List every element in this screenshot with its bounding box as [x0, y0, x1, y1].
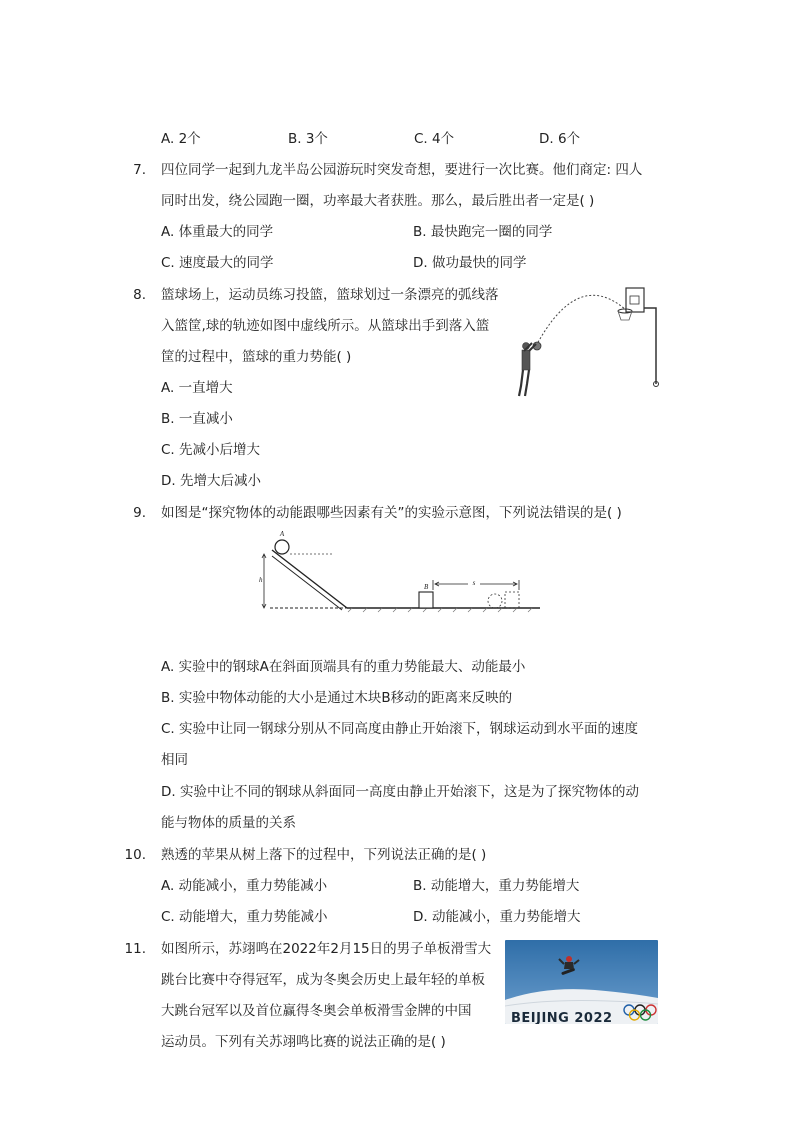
q11-stem-line-3: 大跳台冠军以及首位赢得冬奥会单板滑雪金牌的中国 [161, 1003, 472, 1019]
incline-ramp [272, 550, 347, 608]
q8-stem-line-3: 筐的过程中，篮球的重力势能( ) [161, 349, 352, 365]
q9-option-a: A. 实验中的钢球A在斜面顶端具有的重力势能最大、动能最小 [161, 659, 526, 675]
q6-option-b: B. 3个 [288, 131, 328, 147]
q9-option-d-line-1: D. 实验中让不同的钢球从斜面同一高度由静止开始滚下，这是为了探究物体的动 [161, 784, 639, 800]
q7-option-d: D. 做功最快的同学 [413, 255, 527, 271]
photo-banner-text: BEIJING 2022 [511, 1011, 613, 1024]
q7-option-a: A. 体重最大的同学 [161, 224, 274, 240]
q8-option-a: A. 一直增大 [161, 380, 233, 396]
q10-number: 10. [124, 847, 146, 863]
q10-option-a: A. 动能减小，重力势能减小 [161, 878, 328, 894]
q11-stem-line-1: 如图所示，苏翊鸣在2022年2月15日的男子单板滑雪大 [161, 941, 492, 957]
q9-option-b: B. 实验中物体动能的大小是通过木块B移动的距离来反映的 [161, 690, 513, 706]
q11-stem-line-4: 运动员。下列有关苏翊鸣比赛的说法正确的是( ) [161, 1034, 446, 1050]
distance-label-s: s [472, 579, 476, 587]
player-figure [519, 343, 536, 397]
block-label-b: B [424, 583, 429, 591]
q10-option-b: B. 动能增大，重力势能增大 [413, 878, 580, 894]
q10-option-c: C. 动能增大，重力势能减小 [161, 909, 328, 925]
q10-option-d: D. 动能减小，重力势能增大 [413, 909, 581, 925]
q6-option-a: A. 2个 [161, 131, 201, 147]
steel-ball-a [275, 540, 289, 554]
q7-option-b: B. 最快跑完一圈的同学 [413, 224, 553, 240]
trajectory-dashed-arc [536, 295, 626, 346]
backboard [626, 288, 644, 312]
q7-number: 7. [133, 162, 146, 178]
basketball-trajectory-figure [508, 278, 668, 400]
q8-stem-line-2: 入篮筐,球的轨迹如图中虚线所示。从篮球出手到落入篮 [161, 318, 490, 334]
q9-option-c-line-2: 相同 [161, 752, 188, 768]
q7-option-c: C. 速度最大的同学 [161, 255, 274, 271]
snowboarder-photo [505, 940, 658, 1024]
q9-option-d-line-2: 能与物体的质量的关系 [161, 815, 296, 831]
q11-number: 11. [124, 941, 146, 957]
q6-option-c: C. 4个 [414, 131, 455, 147]
hoop-pole [636, 308, 656, 384]
q9-stem: 如图是“探究物体的动能跟哪些因素有关”的实验示意图，下列说法错误的是( ) [161, 505, 622, 521]
kinetic-energy-experiment-figure [252, 530, 544, 614]
q10-stem: 熟透的苹果从树上落下的过程中，下列说法正确的是( ) [161, 847, 487, 863]
height-label-h: h [259, 576, 263, 584]
q6-option-d: D. 6个 [539, 131, 581, 147]
q7-stem-line-2: 同时出发，绕公园跑一圈，功率最大者获胜。那么，最后胜出者一定是( ) [161, 193, 595, 209]
q11-stem-line-2: 跳台比赛中夺得冠军，成为冬奥会历史上最年轻的单板 [161, 972, 485, 988]
q8-option-d: D. 先增大后减小 [161, 473, 261, 489]
q8-number: 8. [133, 287, 146, 303]
q7-stem-line-1: 四位同学一起到九龙半岛公园游玩时突发奇想，要进行一次比赛。他们商定: 四人 [161, 162, 643, 178]
q8-option-c: C. 先减小后增大 [161, 442, 261, 458]
q9-option-c-line-1: C. 实验中让同一钢球分别从不同高度由静止开始滚下，钢球运动到水平面的速度 [161, 721, 639, 737]
q8-option-b: B. 一直减小 [161, 411, 233, 427]
q9-number: 9. [133, 505, 146, 521]
ball-label-a: A [279, 530, 285, 538]
q8-stem-line-1: 篮球场上，运动员练习投篮，篮球划过一条漂亮的弧线落 [161, 287, 499, 303]
wood-block-b [419, 592, 433, 608]
